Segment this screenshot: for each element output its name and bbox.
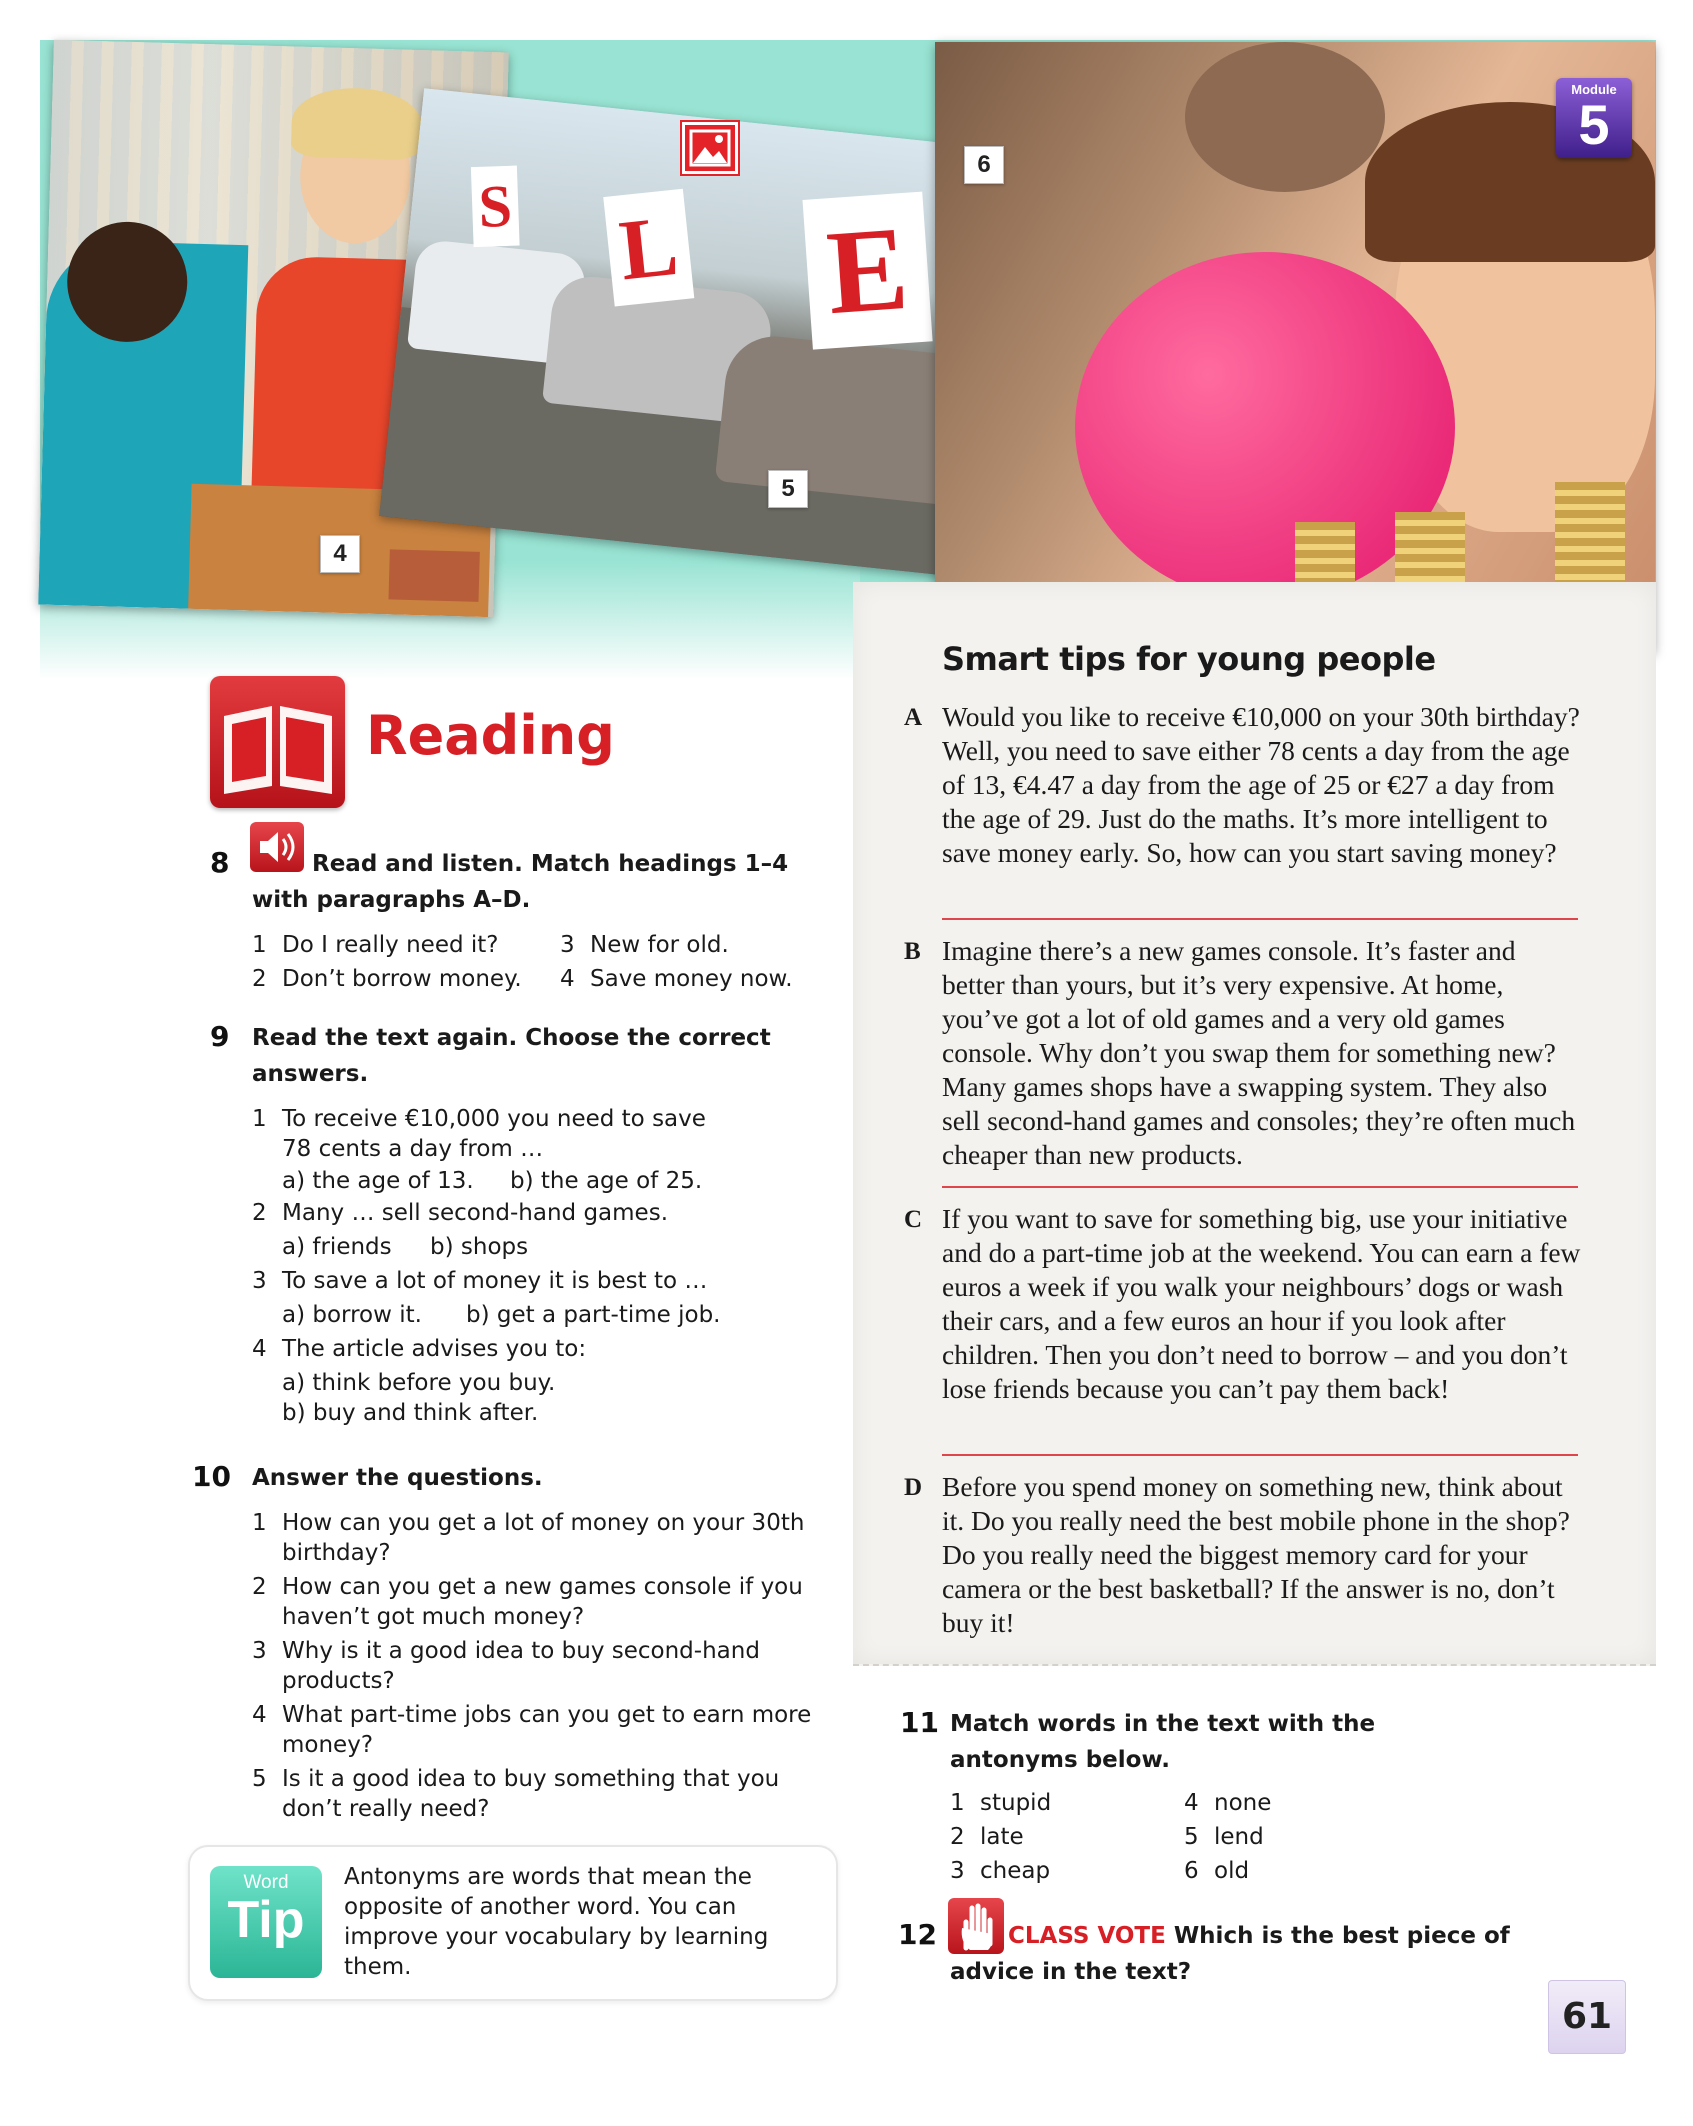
paragraph-a: Would you like to receive €10,000 on your 30th birthday? Well, you need to save either 78 cents a day from the age of 13, €4.47 a day from the age of 25 or €27 a day from the age of 29. Just do the maths. It’s more intelligent to save money early. So, how can you start saving money? [942,701,1580,868]
answer-option[interactable]: a) friends [282,1234,392,1260]
heading-item: 3 New for old. [560,932,729,958]
sign-letter-s: S [471,166,520,248]
heading-item: 1 Do I really need it? [252,932,499,958]
paragraph-letter-c: C [904,1206,923,1233]
paragraph-divider [942,1454,1578,1456]
paragraph-letter-a: A [904,704,923,731]
paragraph-letter-d: D [904,1474,923,1501]
exercise-9-instruction: Read the text again. Choose the correct answers. [252,1025,771,1087]
paragraph-divider [942,918,1578,920]
exercise-10-number: 10 [192,1460,231,1493]
antonym-word: 3 cheap [950,1858,1051,1884]
photo-number-6: 6 [964,146,1004,184]
antonym-word: 6 old [1184,1858,1250,1884]
antonym-word: 4 none [1184,1790,1272,1816]
paragraph-b: Imagine there’s a new games console. It’s faster and better than yours, but it’s very expensive. At home, you’ve got a lot of old games and a very old games console. Why don’t you swap them for something new? Many games shops have a swapping system. They also sell second-hand games and consoles; they’re often much cheaper than new products. [942,935,1576,1170]
raised-hand-icon [948,1898,1004,1954]
question-item-continued: 78 cents a day from … [282,1136,544,1162]
paragraph-divider [942,1186,1578,1188]
exercise-10-instruction: Answer the questions. [252,1465,543,1491]
girl-piggy-bank-photo [935,42,1655,652]
open-book-icon [210,676,345,808]
image-gallery-icon[interactable] [682,122,738,174]
exercise-9-number: 9 [210,1020,230,1053]
heading-item: 4 Save money now. [560,966,793,992]
question-item: 2 Many … sell second-hand games. [252,1200,669,1226]
module-number: 5 [1578,93,1610,156]
photo-number-5: 5 [768,470,808,508]
paragraph-d: Before you spend money on something new, think about it. Do you really need the best mobile phone in the shop? Do you really need the biggest memory card for your camera or the best basketball? If the answer is no, don’t buy it! [942,1471,1570,1638]
answer-option[interactable]: a) think before you buy. [282,1370,556,1396]
question-item: 4 The article advises you to: [252,1336,587,1362]
paragraph-c: If you want to save for something big, use your initiative and do a part-time job at the weekend. You can earn a few euros a week if you walk your neighbours’ dogs or wash their cars, and a few euros an hour if you look after children. Then you don’t need to borrow – and you don’t lose friends because you can’t pay them back! [942,1203,1581,1404]
antonym-word: 5 lend [1184,1824,1264,1850]
question-item: 3 Why is it a good idea to buy second-hand products? [252,1638,760,1694]
answer-option[interactable]: b) shops [430,1234,529,1260]
sign-letter-l: L [603,189,694,307]
word-tip-badge-word: Word [243,1872,289,1893]
exercise-12-instruction-line-2: advice in the text? [950,1959,1192,1985]
exercise-11-instruction: Match words in the text with the antonyms below. [950,1711,1376,1773]
question-item: 1 How can you get a lot of money on your 30th birthday? [252,1510,805,1566]
answer-option[interactable]: b) get a part-time job. [466,1302,721,1328]
heading-item: 2 Don’t borrow money. [252,966,522,992]
question-item: 5 Is it a good idea to buy something that you don’t really need? [252,1766,780,1822]
word-tip-badge [210,1866,322,1978]
answer-option[interactable]: b) buy and think after. [282,1400,539,1426]
page-number: 61 [1548,1980,1626,2054]
question-item: 1 To receive €10,000 you need to save [252,1106,706,1132]
answer-option[interactable]: a) the age of 13. [282,1168,474,1194]
exercise-12-instruction-line-1: CLASS VOTE Which is the best piece of [1008,1923,1510,1949]
exercise-11-number: 11 [900,1706,939,1739]
question-item: 3 To save a lot of money it is best to … [252,1268,708,1294]
paragraph-letter-b: B [904,938,921,965]
exercise-8-number: 8 [210,846,230,879]
module-label: Module [1571,82,1617,97]
word-tip-text: Antonyms are words that mean the opposite of another word. You can improve your vocabulary by learning them. [344,1864,769,1980]
exercise-12-number: 12 [898,1918,937,1951]
module-badge [1556,78,1632,158]
section-title: Reading [366,704,615,767]
antonym-word: 2 late [950,1824,1024,1850]
question-item: 2 How can you get a new games console if you haven’t got much money? [252,1574,803,1630]
answer-option[interactable]: a) borrow it. [282,1302,422,1328]
exercise-8-instruction: Read and listen. Match headings 1–4 with paragraphs A–D. [252,851,789,913]
answer-option[interactable]: b) the age of 25. [510,1168,703,1194]
antonym-word: 1 stupid [950,1790,1052,1816]
sign-letter-e: E [802,192,932,350]
word-tip-badge-tip: Tip [227,1891,305,1949]
article-title: Smart tips for young people [942,640,1436,678]
class-vote-label: CLASS VOTE [1008,1923,1166,1949]
photo-number-4: 4 [320,535,360,573]
question-item: 4 What part-time jobs can you get to earn more money? [252,1702,812,1758]
